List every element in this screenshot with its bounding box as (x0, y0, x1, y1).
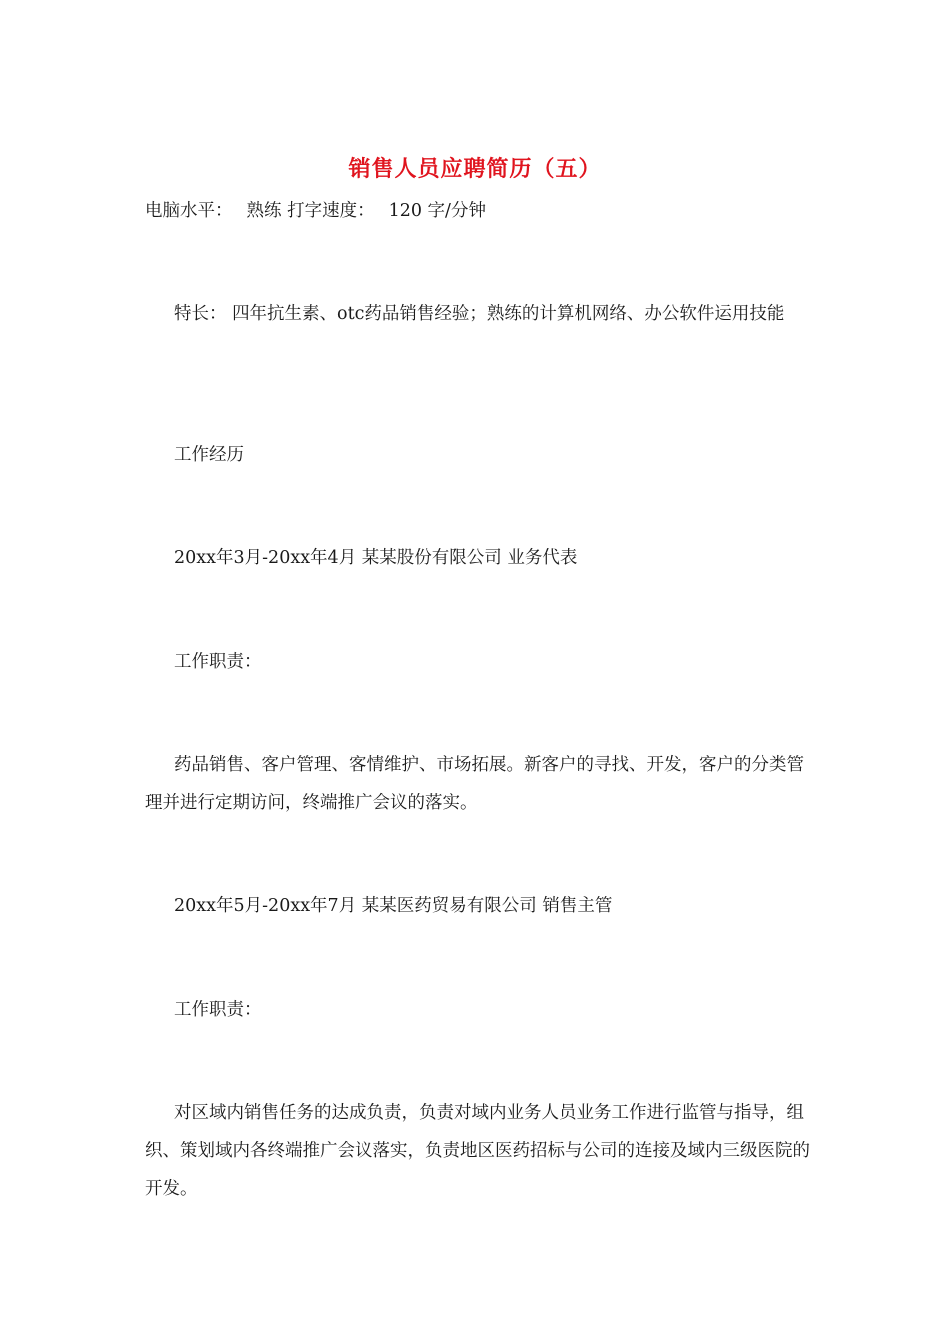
computer-skill-label: 电脑水平： (145, 201, 233, 221)
computer-skill-value: 熟练 (246, 201, 282, 221)
job-1-header: 20xx年3月-20xx年4月 某某股份有限公司 业务代表 (174, 548, 578, 568)
typing-speed-value: 120 字/分钟 (388, 201, 486, 221)
job-2-header: 20xx年5月-20xx年7月 某某医药贸易有限公司 销售主管 (174, 896, 613, 916)
computer-skill-line (145, 192, 810, 230)
work-history-heading: 工作经历 (174, 445, 244, 465)
specialty-paragraph: 特长： 四年抗生素、otc药品销售经验；熟练的计算机网络、办公软件运用技能 (174, 304, 785, 324)
job-1-duties: 药品销售、客户管理、客情维护、市场拓展。新客户的寻找、开发，客户的分类管理并进行定期访问，终端推广会议的落实。 (145, 755, 804, 813)
job-2-duties: 对区域内销售任务的达成负责，负责对域内业务人员业务工作进行监管与指导，组织、策划域内各终端推广会议落实，负责地区医药招标与公司的连接及域内三级医院的开发。 (145, 1103, 810, 1199)
document-title: 销售人员应聘简历（五） (348, 157, 602, 182)
typing-speed-label: 打字速度： (287, 201, 375, 221)
job-2-duties-label: 工作职责： (174, 1000, 262, 1020)
job-1-duties-label: 工作职责： (174, 652, 262, 672)
